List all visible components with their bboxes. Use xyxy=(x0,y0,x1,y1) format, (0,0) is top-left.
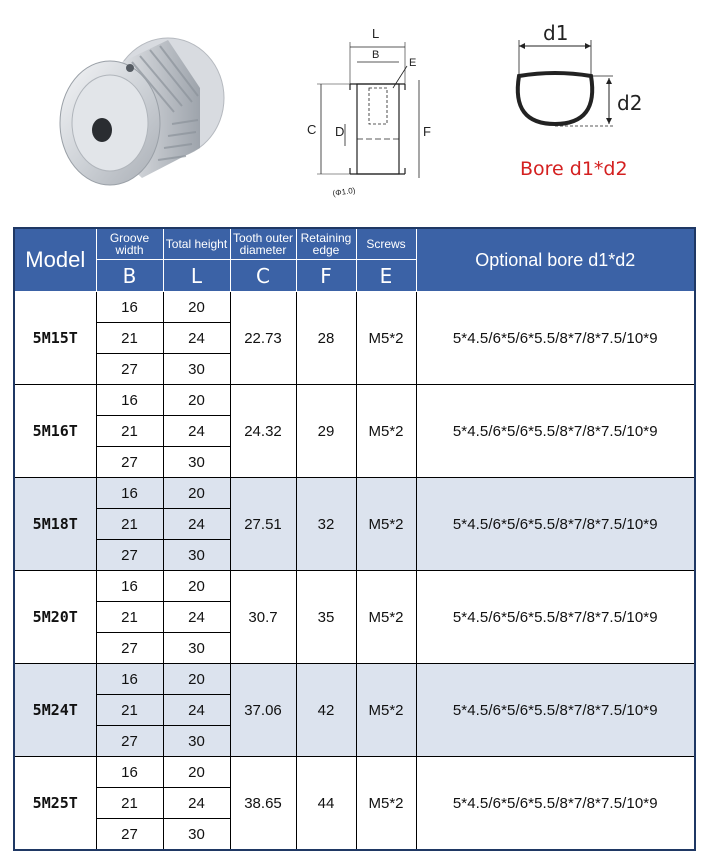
groove-width-value: 27 xyxy=(96,726,163,757)
groove-width-value: 21 xyxy=(96,416,163,447)
groove-width-value: 21 xyxy=(96,602,163,633)
screws-value: M5*2 xyxy=(356,757,416,851)
groove-width-value: 16 xyxy=(96,571,163,602)
model-name: 5M18T xyxy=(14,478,96,571)
header-tooth-outer-diameter: Tooth outer diameter xyxy=(230,228,296,260)
screws-value: M5*2 xyxy=(356,571,416,664)
total-height-value: 30 xyxy=(163,354,230,385)
retaining-edge-value: 28 xyxy=(296,292,356,385)
header-total-height: Total height xyxy=(163,228,230,260)
header-b: B xyxy=(96,260,163,292)
total-height-value: 20 xyxy=(163,757,230,788)
tooth-outer-diameter-value: 30.7 xyxy=(230,571,296,664)
total-height-value: 30 xyxy=(163,819,230,851)
retaining-edge-value: 32 xyxy=(296,478,356,571)
groove-width-value: 16 xyxy=(96,478,163,509)
table-row xyxy=(14,478,695,509)
label-b: B xyxy=(372,49,380,61)
optional-bore-value: 5*4.5/6*5/6*5.5/8*7/8*7.5/10*9 xyxy=(416,757,695,851)
label-e: E xyxy=(409,57,417,69)
header-optional-bore: Optional bore d1*d2 xyxy=(416,228,695,292)
total-height-value: 24 xyxy=(163,509,230,540)
label-d: D xyxy=(335,124,345,139)
table-row xyxy=(14,385,695,416)
table-row xyxy=(14,757,695,788)
table-header xyxy=(14,228,695,292)
groove-width-value: 27 xyxy=(96,633,163,664)
screws-value: M5*2 xyxy=(356,478,416,571)
header-groove-width: Groove width xyxy=(96,228,163,260)
retaining-edge-value: 42 xyxy=(296,664,356,757)
header-retaining-edge: Retaining edge xyxy=(296,228,356,260)
table-row xyxy=(14,292,695,323)
total-height-value: 20 xyxy=(163,385,230,416)
label-d1: d1 xyxy=(543,21,569,45)
optional-bore-value: 5*4.5/6*5/6*5.5/8*7/8*7.5/10*9 xyxy=(416,664,695,757)
total-height-value: 24 xyxy=(163,695,230,726)
model-name: 5M16T xyxy=(14,385,96,478)
groove-width-value: 21 xyxy=(96,788,163,819)
tooth-outer-diameter-value: 38.65 xyxy=(230,757,296,851)
bore-caption: Bore d1*d2 xyxy=(520,158,628,180)
groove-width-value: 27 xyxy=(96,819,163,851)
groove-width-value: 21 xyxy=(96,509,163,540)
header-c: C xyxy=(230,260,296,292)
label-d2: d2 xyxy=(617,91,643,115)
spec-table xyxy=(13,227,696,851)
screws-value: M5*2 xyxy=(356,385,416,478)
optional-bore-value: 5*4.5/6*5/6*5.5/8*7/8*7.5/10*9 xyxy=(416,478,695,571)
optional-bore-value: 5*4.5/6*5/6*5.5/8*7/8*7.5/10*9 xyxy=(416,385,695,478)
total-height-value: 20 xyxy=(163,664,230,695)
table-row xyxy=(14,664,695,695)
header-l: L xyxy=(163,260,230,292)
tooth-outer-diameter-value: 27.51 xyxy=(230,478,296,571)
total-height-value: 24 xyxy=(163,602,230,633)
label-c: C xyxy=(307,122,317,137)
groove-width-value: 16 xyxy=(96,385,163,416)
retaining-edge-value: 35 xyxy=(296,571,356,664)
total-height-value: 30 xyxy=(163,633,230,664)
total-height-value: 24 xyxy=(163,416,230,447)
model-name: 5M24T xyxy=(14,664,96,757)
cross-section-diagram xyxy=(295,14,445,204)
total-height-value: 24 xyxy=(163,323,230,354)
optional-bore-value: 5*4.5/6*5/6*5.5/8*7/8*7.5/10*9 xyxy=(416,292,695,385)
tolerance-note: (Φ1.0) xyxy=(332,185,356,198)
label-f: F xyxy=(423,124,431,139)
header-e: E xyxy=(356,260,416,292)
header-model: Model xyxy=(14,228,96,292)
table-body xyxy=(14,292,695,851)
optional-bore-value: 5*4.5/6*5/6*5.5/8*7/8*7.5/10*9 xyxy=(416,571,695,664)
groove-width-value: 21 xyxy=(96,323,163,354)
total-height-value: 20 xyxy=(163,292,230,323)
screws-value: M5*2 xyxy=(356,292,416,385)
total-height-value: 30 xyxy=(163,726,230,757)
model-name: 5M25T xyxy=(14,757,96,851)
pulley-photo xyxy=(50,28,230,208)
illustration-area xyxy=(0,0,707,222)
total-height-value: 20 xyxy=(163,571,230,602)
groove-width-value: 21 xyxy=(96,695,163,726)
groove-width-value: 16 xyxy=(96,664,163,695)
model-name: 5M20T xyxy=(14,571,96,664)
bore-shape-diagram xyxy=(505,14,655,134)
total-height-value: 30 xyxy=(163,447,230,478)
groove-width-value: 16 xyxy=(96,292,163,323)
total-height-value: 20 xyxy=(163,478,230,509)
header-f: F xyxy=(296,260,356,292)
header-screws: Screws xyxy=(356,228,416,260)
retaining-edge-value: 29 xyxy=(296,385,356,478)
total-height-value: 30 xyxy=(163,540,230,571)
groove-width-value: 16 xyxy=(96,757,163,788)
total-height-value: 24 xyxy=(163,788,230,819)
tooth-outer-diameter-value: 22.73 xyxy=(230,292,296,385)
retaining-edge-value: 44 xyxy=(296,757,356,851)
tooth-outer-diameter-value: 37.06 xyxy=(230,664,296,757)
table-row xyxy=(14,571,695,602)
label-l: L xyxy=(372,26,380,41)
model-name: 5M15T xyxy=(14,292,96,385)
screws-value: M5*2 xyxy=(356,664,416,757)
groove-width-value: 27 xyxy=(96,447,163,478)
groove-width-value: 27 xyxy=(96,354,163,385)
groove-width-value: 27 xyxy=(96,540,163,571)
tooth-outer-diameter-value: 24.32 xyxy=(230,385,296,478)
